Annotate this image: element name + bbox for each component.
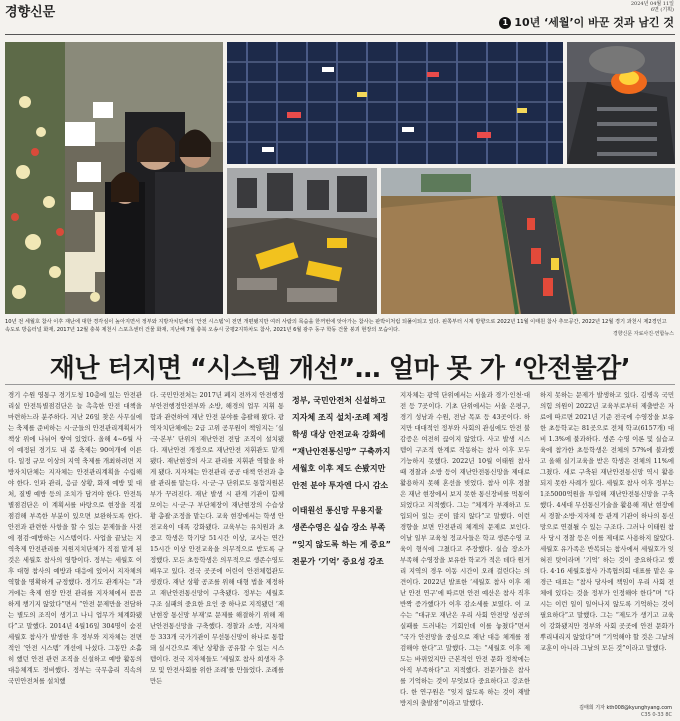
top-rule [5,34,675,35]
byline: 김태희 기자 kth008@kyunghyang.com [579,705,672,711]
memorial-photo [5,42,223,314]
series-title [499,14,674,30]
flood-road-photo [381,168,675,314]
headline: 재난 터지면 “시스템 개선”… 얼마 못 가 ‘안전불감’ [49,354,631,384]
body-column-1: 경기 수원 영통구 경기도청 10층에 있는 안전관리실 안전특별점검단은 늘 촉촉한 안전 대책을 마련하느라 분주하다. 지난 26일 찾은 사무실에는 축제를 준비하는 시·군들의 안전관리계획서가 책상 위에 나뉘어 쌓여 있었다. 올해 4~6월 사이 예정된 경기도 내 봄 축제는 90여개에 이른다. 일정 규모 이상의 지역 축제를 개최하려면 지방자치단체는 지자체는 안전관리계획을 수립해야 한다. 인파 관리, 응급 상황, 화재 예방 및 대처, 질병 예방 등의 조치가 담겨야 한다. 안전특별점검단은 이 계획서를 바탕으로 현장을 직접 점검해 부족한 부분이 있으면 보완하도록 한다. 안전과 관련한 사항을 할 수 있는 문제들을 사전에 점검·예방하는 시스템이다. 사업을 끝났는 지역축제 안전관리를 지원지치단체가 직접 맡게 된 것은 세월호 참사의 영향이다. 정부는 세월호 이후 대형 참사의 예방과 대응에 있어서 지자체의 역할을 명확하게 규정했다. 경기도 관계자는 “과거에는 축제 현장 안전 관리를 지자체에서 꼼꼼하게 챙기지 않았다”면서 “안전 문제만을 전담하는 별도의 조직이 생기고 나니 업무가 체계화됐다”고 말했다. 2014년 4월16일 304명이 숨진 세월호 참사가 발생한 후 정부와 지자체는 전면적인 ‘안전 시스템’ 개선에 나섰다. 그동안 소홀히 했던 안전 관련 조직을 신설하고 예방 활동의 대응체계도 정비했다. 정부는 국무총리 직속의 국민안전처를 설치했 [8,391,142,685]
body-column-3: 지자체는 광역 단위에서는 서울과 경기·인천·대전 등 7곳이다. 기초 단위에서는 서울 은평구, 경기 성남과 수원, 전남 목포 등 43곳이다. 하지만 대대적인 정부와 사회의 관심에도 안전 불감증은 여전히 끊이지 않았다. 사고 발생 시스템이 구조적 한계로 작동하는 참사 이후 모두 기능하지 못했다. 2022년 10월 이태원 참사 때 경찰과 소방 등이 재난안전통신망을 제대로 활용하지 못해 혼선을 빚었다. 참사 이후 경찰은 재난 현장에서 보지 못한 통신장비를 먹통이 되었다고 지적했다. 그는 “체계가 부재하고 도입되어 있는 곳이 많지 않다”고 말했다. 이런 경향을 보면 안전관리 체계의 문제로 보인다. 이날 일부 교육청 정교사들은 학교 생존수영 교육이 형식에 그쳤다고 주장했다. 실습 장소가 부족해 수영장을 보유한 학교가 적은 데다 원거리 지역의 경우 이동 시간이 오래 걸린다는 의견이다. 2022년 발표한 ‘세월호 참사 이후 재난 안전 연구’에 따르면 안전 예산은 참사 직후 반짝 증가했다가 이후 감소세를 보였다. 이 교수는 “대규모 재난은 우리 사회 안전망 성공의 실패를 드러내는 기회인데 이를 놓쳤다”면서 “국가 안전망을 중심으로 재난 대응 체계를 점검해야 한다”고 말했다. 그는 “세월호 이후 제도는 바뀌었지만 근본적인 안전 문화 정착에는 아직 부족하다”고 지적했다. 전문가들은 참사를 기억하는 것이 무엇보다 중요하다고 강조한다. 한 연구원은 “잊지 않도록 하는 것이 재발 방지의 출발점”이라고 말했다. [400,391,530,707]
series-number-badge: 1 [499,17,511,29]
aerial-building-photo [227,42,563,164]
collapse-site-photo [227,168,377,314]
photo-credit: 경향신문 자료사진·연합뉴스 [612,331,674,337]
series-title-text: 10년 ‘세월’이 바꾼 것과 남긴 것 [514,16,674,29]
fire-building-photo [567,42,675,164]
photo-caption: 10년 전 세월호 참사 이후 재난에 대한 경각심이 높아지면서 정부와 지방자치단체의 ‘안전 시스템’이 전면 개편됐지만 여러 사람의 목숨을 한꺼번에 앗아가는 참사는 판박이처럼 되풀이되고 있다. 왼쪽부터 시계 방향으로 2022년 11월 이태원 참사 추모공간, 2022년 12월 경기 과천시 제2경인고 속도로 방음터널 화재, 2017년 12월 충북 제천시 스포츠센터 건물 화재, 지난해 7월 충북 오송시 궁평2지하차도 참사, 2021년 6월 광주 동구 학동 건물 붕괴 현장의 모습이다. [5,319,667,333]
masthead: 경향신문 [5,5,56,20]
page-code: C35 0-33 8C [640,712,672,718]
headline-rule [5,384,675,385]
body-column-4: 하지 못하는 문제가 발생하고 있다. 김병옥 국민의힘 의원이 2022년 교육부로부터 제출받은 자료에 따르면 2021년 기준 전국에 수영장을 보유한 초등학교는 81곳으로 전체 학교(6157개) 대비 1.3%에 불과하다. 생존 수영 이론 및 실습교육에 참가한 초등학생은 전체의 57%에 불과했고 올해 실기교육을 받은 학생은 전체의 11%에 그쳤다. 새로 구축된 재난안전통신망 역시 활용되지 못한 사례가 있다. 세월호 참사 이후 정부는 1조5000억원을 투입해 재난안전통신망을 구축했다. 4세대 무선통신기술을 활용해 재난 현장에서 경찰·소방·지자체 등 관계 기관이 하나의 통신망으로 연결될 수 있는 구조다. 그러나 이태원 참사 당시 경찰 등은 이를 제대로 사용하지 않았다. 세월호 유가족은 반복되는 참사에서 세월호가 잊혀진 탓이라며 ‘기억’ 하는 것이 중요하다고 했다. 4·16 세월호참사 가족협의회 대표를 맡은 유경근 대표는 “참사 당사에 책임이 우리 사회 전체에 있다는 것을 정부가 인정해야 한다”며 “다시는 이런 일이 일어나지 않도록 기억하는 것이 필요하다”고 말했다. 그는 “제도가 생기고 교육이 강화됐지만 정부와 사회 곳곳에 안전 문화가 뿌리내리지 않았다”며 “기억해야 할 것은 그날의 교훈이 아니라 그날의 모든 것”이라고 말했다. [540,391,674,652]
issue-date: 2024년 04월 11일 6면 (기획) [630,1,674,13]
subheads: 정부, 국민안전처 신설하고 지자체 조직 설치·조례 제정 학생 대상 안전교육 강화에 “재난안전통신망” 구축까지 세월호 이후 제도 손봤지만 안전 분야 투자엔 다시 감소 이태원선 통신망 무용지물 생존수영은 실습 장소 부족 “잊지 않도록 하는 게 중요” 전문가 ‘기억’ 중요성 강조 [292,396,391,566]
body-column-2: 다. 국민안전처는 2017년 폐지 전까지 안전행정부안전행정안전부와 소방, 해경의 업무 지휘 통합과 관련하여 재난 안전 분야를 총괄해 왔다. 광역자치단체에는 2급 고위 공무원이 책임지는 ‘실·국·본부’ 단위의 재난안전 전담 조직이 설치됐다. 재난안전 개정으로 재난안전 지휘관도 맡게 됐다. 재난현장의 사고 관리를 지휘관 역할을 하게 됐다. 지자체는 안전관리 공공 대책 안전과 총괄 관리를 맡는다. 시·군·구 단위로도 통합지원본부가 꾸려진다. 재난 발생 시 관계 기관이 함께 모이는 시·군·구 부단체장이 재난현장의 수습상황 총괄·조정을 맡는다. 교육 현장에서는 학생 안전교육이 대폭 강화됐다. 교육부는 유치원과 초중고 학생은 학기당 51시간 이상, 교사는 연간 15시간 이상 안전교육을 의무적으로 받도록 규정했다. 모든 초등학생은 의무적으로 생존수영도 배우고 있다. 전국 곳곳에 어린이 안전체험관도 생겼다. 재난 상황 공조를 위해 대형 법을 제정하고 재난안전통신망이 구축됐다. 정부는 세월호 구조 실패의 중요한 요인 중 하나로 지적됐던 ‘재난현장 통신망 부재’로 문제를 해결하기 위해 재난안전통신망을 구축했다. 경찰과 소방, 지자체 등 333개 국가기관이 무선통신망이 하나로 통합돼 실시간으로 재난 상황을 공유할 수 있는 시스템이다. 전국 지자체들도 ‘세월호 참사 희생자 추모 및 안전사회를 위한 조례’를 만들었다. 조례를 만든 [150,391,284,685]
